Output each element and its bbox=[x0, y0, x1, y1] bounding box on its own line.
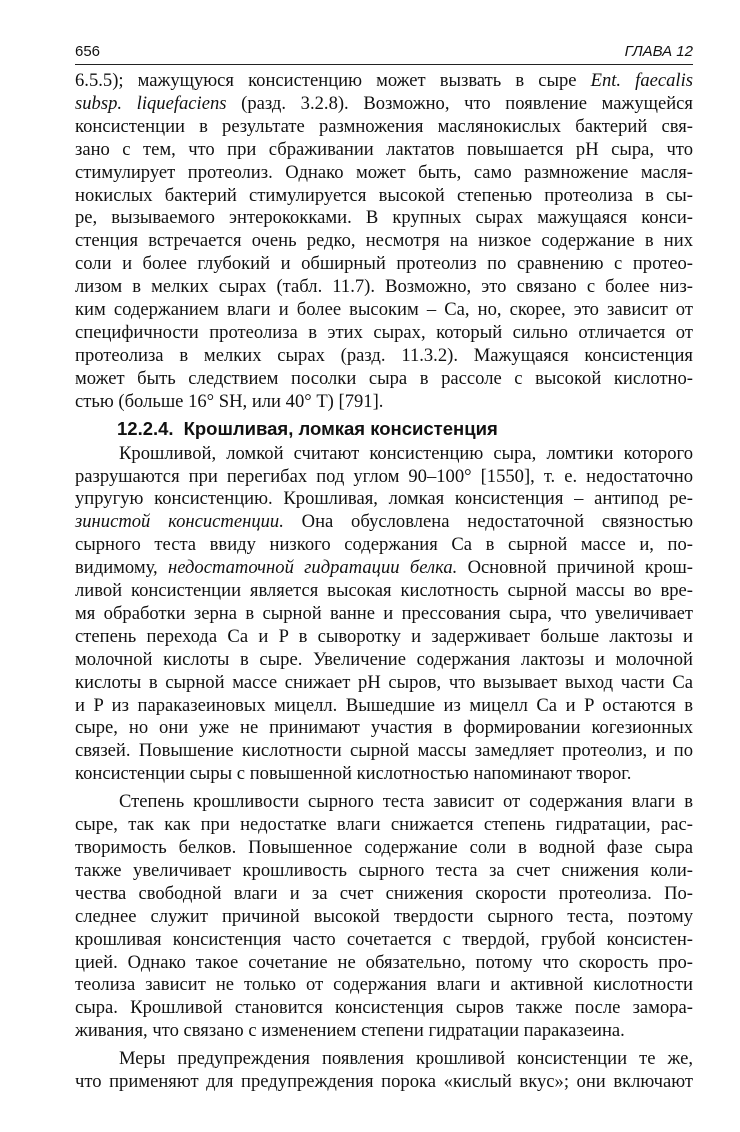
chapter-label: ГЛАВА 12 bbox=[624, 43, 693, 60]
header-rule bbox=[75, 64, 693, 65]
section-title: Крошливая, ломкая консистенция bbox=[183, 417, 498, 439]
section-number: 12.2.4. bbox=[117, 417, 174, 439]
paragraph: Крошливой, ломкой считают консистенцию сыра, ломтики которого bbox=[119, 442, 693, 464]
section-heading bbox=[117, 418, 693, 440]
paragraph-continuation: 6.5.5); мажущуюся консистенцию может вызвать в сыре Ent. faecalis bbox=[75, 70, 693, 91]
paragraph: Меры предупреждения появления крошливой консистенции те же, bbox=[119, 1048, 693, 1070]
page-number: 656 bbox=[75, 43, 101, 60]
body-text: 6.5.5); мажущуюся консистенцию может вызвать в сыре Ent. faecalis subsp. liquefaciens (разд. 3.2.8). Возможно, что появление мажущейся консистенции в результате размножения маслянокислых бактерий свя- зано с тем, что при сбраживании лактатов повышается pH сыра, что стимулирует протеолиз. Однако может быть, само размножение масля- нокислых бактерий стимулируется высокой степенью протеолиза в сы- ре, вызываемого энтерококками. В крупных сырах мажущаяся конси- стенция встречается очень редко, несмотря на низкое содержание в них соли и более глубокий и обширный протеолиз по сравнению с протео- лизом в мелких сырах (табл. 11.7). Возможно, это связано с более низ- ким содержанием влаги и более высоким – Ca, но, скорее, это зависит от специфичности протеолиза в этих сырах, который сильно отличается от протеолиза в мелких сырах (разд. 11.3.2). Мажущаяся консистенция может быть следствием посолки сыра в рассоле с высокой кислотно- стью (больше 16° SH, или 40° T) [791]. 12.2.4. Крошливая, ломкая консистенция Крошливой, ломкой считают консистенцию сыра, ломтики которого разрушаются при перегибах под углом 90–100° [1550], т. е. недостаточно упругую консистенцию. Крошливая, ломкая консистенция – антипод ре- зинистой консистенции. Она обусловлена недостаточной связностью сырного теста ввиду низкого содержания Ca в сырной массе и, по- видимому, недостаточной гидратации белка. Основной причиной крош- ливой консистенции является высокая кислотность сырной массы во вре- мя обработки зерна в сырной ванне и прессования сыра, что увеличивает степень перехода Ca и P в сыворотку и задерживает больше лактозы и молочной кислоты в сыре. Увеличение содержания лактозы и молочной кислоты в сырной массе снижает pH сыров, что вызывает выход части Ca и P из параказеиновых мицелл. Вышедшие из мицелл Ca и P остаются в сыре, но они уже не принимают участия в формировании когезионных связей. Повышение кислотности сырной массы замедляет протеолиз, и по консистенции сыры с повышенной кислотностью напоминают творог. Степень крошливости сырного теста зависит от содержания влаги в сыре, так как при недостатке влаги снижается степень гидратации, рас- творимость белков. Повышенное содержание соли в водной фазе сыра также увеличивает крошливость сырного теста за счет снижения коли- чества свободной влаги и за счет снижения скорости протеолиза. По- следнее служит причиной высокой твердости сырного теста, поэтому крошливая консистенция часто сочетается с твердой, грубой консистен- цией. Однако такое сочетание не обязательно, потому что скорость про- теолиза зависит не только от содержания влаги и активной кислотности сыра. Крошливой становится консистенция сыров также после замора- живания, что связано с изменением степени гидратации параказеина. Меры предупреждения появления крошливой консистенции те же, что применяют для предупреждения порока «кислый вкус»; они включают bbox=[75, 70, 693, 1093]
running-head bbox=[75, 43, 693, 65]
paragraph: Степень крошливости сырного теста зависит от содержания влаги в bbox=[119, 791, 693, 813]
